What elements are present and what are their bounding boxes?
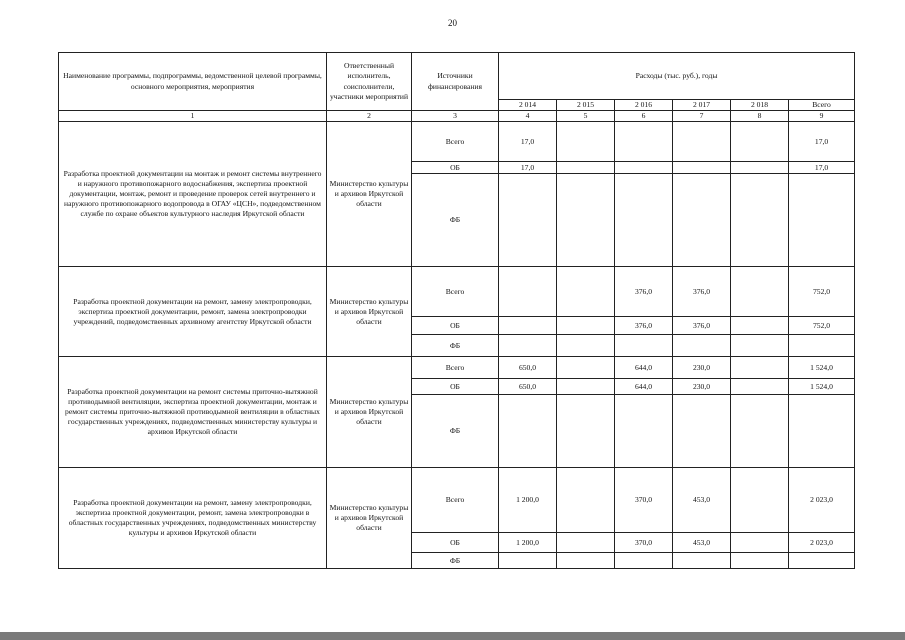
value-cell [499,553,557,569]
value-cell [673,122,731,162]
source-label: ОБ [412,317,499,335]
value-cell [557,174,615,267]
table-row [59,267,855,317]
column-number: 2 [327,111,412,122]
value-cell [673,335,731,357]
total-cell [789,553,855,569]
value-cell: 1 200,0 [499,533,557,553]
total-cell: 2 023,0 [789,533,855,553]
total-cell: 17,0 [789,122,855,162]
executor-name: Министерство культуры и архивов Иркутской области [327,468,412,569]
value-cell [557,468,615,533]
source-label: Всего [412,468,499,533]
value-cell [557,395,615,468]
scan-border [0,632,905,640]
value-cell: 17,0 [499,162,557,174]
source-label: Всего [412,267,499,317]
total-cell: 1 524,0 [789,357,855,379]
budget-table [58,52,855,569]
column-number: 4 [499,111,557,122]
column-number: 3 [412,111,499,122]
value-cell: 644,0 [615,357,673,379]
value-cell [731,357,789,379]
value-cell [731,379,789,395]
column-number: 7 [673,111,731,122]
value-cell [731,174,789,267]
value-cell: 650,0 [499,357,557,379]
value-cell [499,267,557,317]
header-year: 2 016 [615,100,673,111]
value-cell: 376,0 [615,267,673,317]
value-cell: 230,0 [673,357,731,379]
value-cell [557,162,615,174]
value-cell [615,395,673,468]
source-label: ФБ [412,553,499,569]
program-name: Разработка проектной документации на ремонт, замену электропроводки, экспертиза проектной документации, ремонт, замена электропроводки в областных государственных учреждениях, подведомственных министерству культуры и архивов Иркутской области [59,468,327,569]
page-number: 20 [448,18,457,28]
header-name: Наименование программы, подпрограммы, ведомственной целевой программы, основного мероприятия, мероприятия [59,53,327,111]
value-cell [731,335,789,357]
value-cell [557,317,615,335]
value-cell [615,174,673,267]
executor-name: Министерство культуры и архивов Иркутской области [327,357,412,468]
value-cell [731,468,789,533]
total-cell [789,335,855,357]
value-cell [557,335,615,357]
header-sources: Источники финансирования [412,53,499,111]
value-cell: 17,0 [499,122,557,162]
value-cell [499,317,557,335]
total-cell: 752,0 [789,317,855,335]
source-label: Всего [412,122,499,162]
total-cell [789,395,855,468]
column-number: 1 [59,111,327,122]
table-row [59,468,855,533]
program-name: Разработка проектной документации на ремонт системы приточно-вытяжной противодымной вентиляции, экспертиза проектной документации, монтаж и ремонт системы приточно-вытяжной противодымной вентиляции в областных государственных учреждениях, подведомственных министерству культуры и архивов Иркутской области [59,357,327,468]
source-label: ФБ [412,335,499,357]
executor-name: Министерство культуры и архивов Иркутской области [327,267,412,357]
value-cell: 376,0 [673,267,731,317]
value-cell: 644,0 [615,379,673,395]
value-cell [673,553,731,569]
value-cell [557,122,615,162]
value-cell [673,162,731,174]
value-cell: 453,0 [673,468,731,533]
value-cell [615,553,673,569]
value-cell [673,174,731,267]
column-number: 5 [557,111,615,122]
value-cell [731,533,789,553]
source-label: ФБ [412,174,499,267]
value-cell [499,395,557,468]
total-cell: 1 524,0 [789,379,855,395]
value-cell [731,553,789,569]
value-cell [557,267,615,317]
column-number: 6 [615,111,673,122]
value-cell [731,267,789,317]
value-cell [673,395,731,468]
header-year: 2 015 [557,100,615,111]
value-cell: 376,0 [673,317,731,335]
value-cell: 1 200,0 [499,468,557,533]
source-label: ОБ [412,533,499,553]
value-cell: 370,0 [615,468,673,533]
value-cell [615,335,673,357]
table-row [59,122,855,162]
value-cell: 230,0 [673,379,731,395]
total-cell [789,174,855,267]
total-cell: 17,0 [789,162,855,174]
value-cell [731,395,789,468]
program-name: Разработка проектной документации на монтаж и ремонт системы внутреннего и наружного противопожарного водоснабжения, экспертиза проектной документации, монтаж, ремонт и проведение проверок сетей внутреннего и наружного противопожарного водопровода в ОГАУ «ЦСН», подведомственном службе по охране объектов культурного наследия Иркутской области [59,122,327,267]
header-total: Всего [789,100,855,111]
source-label: ФБ [412,395,499,468]
value-cell [615,122,673,162]
value-cell: 650,0 [499,379,557,395]
total-cell: 2 023,0 [789,468,855,533]
column-number: 9 [789,111,855,122]
value-cell [557,553,615,569]
header-year: 2 017 [673,100,731,111]
table-row [59,357,855,379]
value-cell [731,122,789,162]
value-cell [499,174,557,267]
header-expenses: Расходы (тыс. руб.), годы [499,53,855,100]
executor-name: Министерство культуры и архивов Иркутской области [327,122,412,267]
value-cell [731,317,789,335]
value-cell [557,379,615,395]
source-label: ОБ [412,379,499,395]
value-cell: 453,0 [673,533,731,553]
value-cell: 370,0 [615,533,673,553]
source-label: Всего [412,357,499,379]
total-cell: 752,0 [789,267,855,317]
header-year: 2 014 [499,100,557,111]
value-cell: 376,0 [615,317,673,335]
source-label: ОБ [412,162,499,174]
value-cell [731,162,789,174]
value-cell [557,357,615,379]
program-name: Разработка проектной документации на ремонт, замену электропроводки, экспертиза проектной документации, ремонт, замена электропроводки учреждений, подведомственных архивному агентству Иркутской области [59,267,327,357]
header-executor: Ответственный исполнитель, соисполнители, участники мероприятий [327,53,412,111]
value-cell [615,162,673,174]
value-cell [557,533,615,553]
value-cell [499,335,557,357]
column-number: 8 [731,111,789,122]
header-year: 2 018 [731,100,789,111]
